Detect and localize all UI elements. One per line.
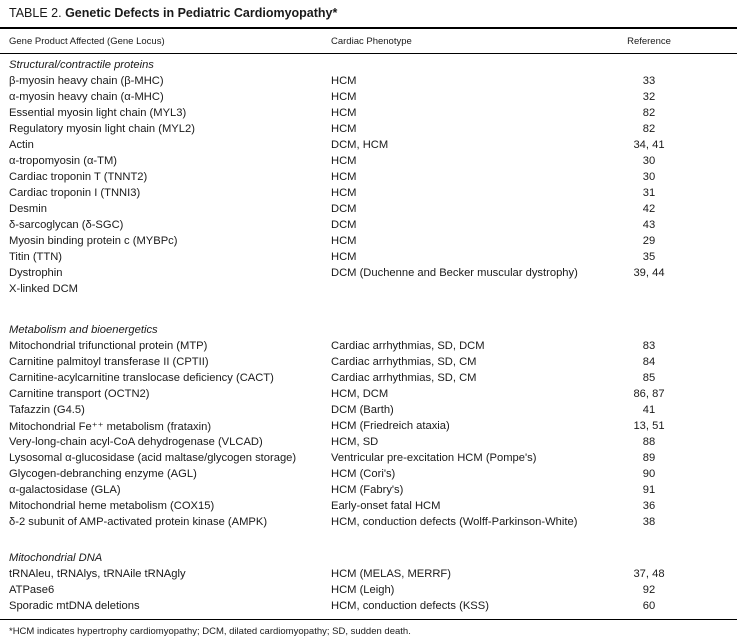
phenotype-cell: DCM, HCM — [331, 139, 389, 151]
reference-cell: 33 — [642, 75, 656, 87]
section-heading: Structural/contractile proteins — [9, 59, 154, 71]
table-label: TABLE 2. — [9, 6, 62, 20]
reference-cell: 30 — [642, 171, 656, 183]
phenotype-cell: HCM — [331, 235, 357, 247]
phenotype-cell: HCM, conduction defects (Wolff-Parkinson-White) — [331, 516, 578, 528]
gene-cell: Titin (TTN) — [9, 251, 63, 263]
gene-cell: δ-2 subunit of AMP-activated protein kinase (AMPK) — [9, 516, 268, 528]
gene-cell: Essential myosin light chain (MYL3) — [9, 107, 187, 119]
phenotype-cell: HCM — [331, 171, 357, 183]
phenotype-cell: HCM (MELAS, MERRF) — [331, 568, 451, 580]
table-title: Genetic Defects in Pediatric Cardiomyopathy* — [65, 6, 338, 20]
reference-cell: 83 — [642, 340, 656, 352]
column-header-gene: Gene Product Affected (Gene Locus) — [9, 36, 165, 47]
column-header-phenotype: Cardiac Phenotype — [331, 36, 412, 47]
phenotype-cell: HCM, conduction defects (KSS) — [331, 600, 489, 612]
reference-cell: 90 — [642, 468, 656, 480]
phenotype-cell: HCM (Fabry's) — [331, 484, 404, 496]
gene-cell: Mitochondrial trifunctional protein (MTP) — [9, 340, 208, 352]
table-caption — [9, 6, 337, 20]
gene-cell: Cardiac troponin I (TNNI3) — [9, 187, 141, 199]
gene-cell: Very-long-chain acyl-CoA dehydrogenase (VLCAD) — [9, 436, 263, 448]
phenotype-cell: Cardiac arrhythmias, SD, DCM — [331, 340, 485, 352]
phenotype-cell: HCM, DCM — [331, 388, 389, 400]
reference-cell: 39, 44 — [633, 267, 665, 279]
gene-cell: Tafazzin (G4.5) — [9, 404, 85, 416]
top-rule — [0, 27, 737, 29]
reference-cell: 31 — [642, 187, 656, 199]
reference-cell: 37, 48 — [633, 568, 665, 580]
footer-rule — [0, 619, 737, 620]
phenotype-cell: HCM — [331, 107, 357, 119]
gene-cell: β-myosin heavy chain (β-MHC) — [9, 75, 164, 87]
gene-cell: ATPase6 — [9, 584, 55, 596]
gene-cell: Carnitine palmitoyl transferase II (CPTII) — [9, 356, 209, 368]
phenotype-cell: HCM — [331, 75, 357, 87]
gene-cell: α-tropomyosin (α-TM) — [9, 155, 118, 167]
gene-cell: α-myosin heavy chain (α-MHC) — [9, 91, 164, 103]
reference-cell: 91 — [642, 484, 656, 496]
phenotype-cell: DCM — [331, 219, 357, 231]
gene-cell: Carnitine-acylcarnitine translocase deficiency (CACT) — [9, 372, 274, 384]
gene-cell: Regulatory myosin light chain (MYL2) — [9, 123, 195, 135]
gene-cell: δ-sarcoglycan (δ-SGC) — [9, 219, 124, 231]
section-heading: Metabolism and bioenergetics — [9, 324, 158, 336]
gene-cell: Mitochondrial heme metabolism (COX15) — [9, 500, 215, 512]
reference-cell: 82 — [642, 107, 656, 119]
reference-cell: 38 — [642, 516, 656, 528]
gene-cell: X-linked DCM — [9, 283, 79, 295]
phenotype-cell: HCM (Cori's) — [331, 468, 396, 480]
gene-cell: Myosin binding protein c (MYBPc) — [9, 235, 178, 247]
gene-cell: Sporadic mtDNA deletions — [9, 600, 140, 612]
gene-cell: Lysosomal α-glucosidase (acid maltase/glycogen storage) — [9, 452, 297, 464]
reference-cell: 35 — [642, 251, 656, 263]
phenotype-cell: HCM — [331, 251, 357, 263]
reference-cell: 29 — [642, 235, 656, 247]
phenotype-cell: HCM — [331, 123, 357, 135]
gene-cell: α-galactosidase (GLA) — [9, 484, 121, 496]
phenotype-cell: Cardiac arrhythmias, SD, CM — [331, 356, 477, 368]
gene-cell: Carnitine transport (OCTN2) — [9, 388, 150, 400]
gene-cell: Glycogen-debranching enzyme (AGL) — [9, 468, 197, 480]
gene-cell: tRNAleu, tRNAlys, tRNAile tRNAgly — [9, 568, 186, 580]
gene-cell: Desmin — [9, 203, 47, 215]
phenotype-cell: DCM (Barth) — [331, 404, 394, 416]
phenotype-cell: DCM — [331, 203, 357, 215]
gene-cell: Mitochondrial Fe⁺⁺ metabolism (frataxin) — [9, 421, 212, 433]
phenotype-cell: HCM, SD — [331, 436, 379, 448]
reference-cell: 84 — [642, 356, 656, 368]
phenotype-cell: Early-onset fatal HCM — [331, 500, 441, 512]
reference-cell: 92 — [642, 584, 656, 596]
phenotype-cell: HCM — [331, 91, 357, 103]
reference-cell: 30 — [642, 155, 656, 167]
reference-cell: 89 — [642, 452, 656, 464]
reference-cell: 85 — [642, 372, 656, 384]
phenotype-cell: HCM (Friedreich ataxia) — [331, 420, 450, 432]
phenotype-cell: DCM (Duchenne and Becker muscular dystrophy) — [331, 267, 578, 279]
reference-cell: 88 — [642, 436, 656, 448]
header-rule — [0, 53, 737, 54]
column-header-reference: Reference — [627, 36, 671, 47]
phenotype-cell: HCM (Leigh) — [331, 584, 395, 596]
reference-cell: 82 — [642, 123, 656, 135]
gene-cell: Dystrophin — [9, 267, 63, 279]
phenotype-cell: HCM — [331, 187, 357, 199]
reference-cell: 41 — [642, 404, 656, 416]
gene-cell: Actin — [9, 139, 34, 151]
reference-cell: 86, 87 — [633, 388, 665, 400]
reference-cell: 13, 51 — [633, 420, 665, 432]
gene-cell: Cardiac troponin T (TNNT2) — [9, 171, 148, 183]
phenotype-cell: Cardiac arrhythmias, SD, CM — [331, 372, 477, 384]
reference-cell: 36 — [642, 500, 656, 512]
reference-cell: 43 — [642, 219, 656, 231]
reference-cell: 34, 41 — [633, 139, 665, 151]
table-footnote: *HCM indicates hypertrophy cardiomyopathy; DCM, dilated cardiomyopathy; SD, sudden death. — [9, 626, 411, 637]
phenotype-cell: Ventricular pre-excitation HCM (Pompe's) — [331, 452, 537, 464]
section-heading: Mitochondrial DNA — [9, 552, 103, 564]
reference-cell: 42 — [642, 203, 656, 215]
reference-cell: 60 — [642, 600, 656, 612]
reference-cell: 32 — [642, 91, 656, 103]
phenotype-cell: HCM — [331, 155, 357, 167]
